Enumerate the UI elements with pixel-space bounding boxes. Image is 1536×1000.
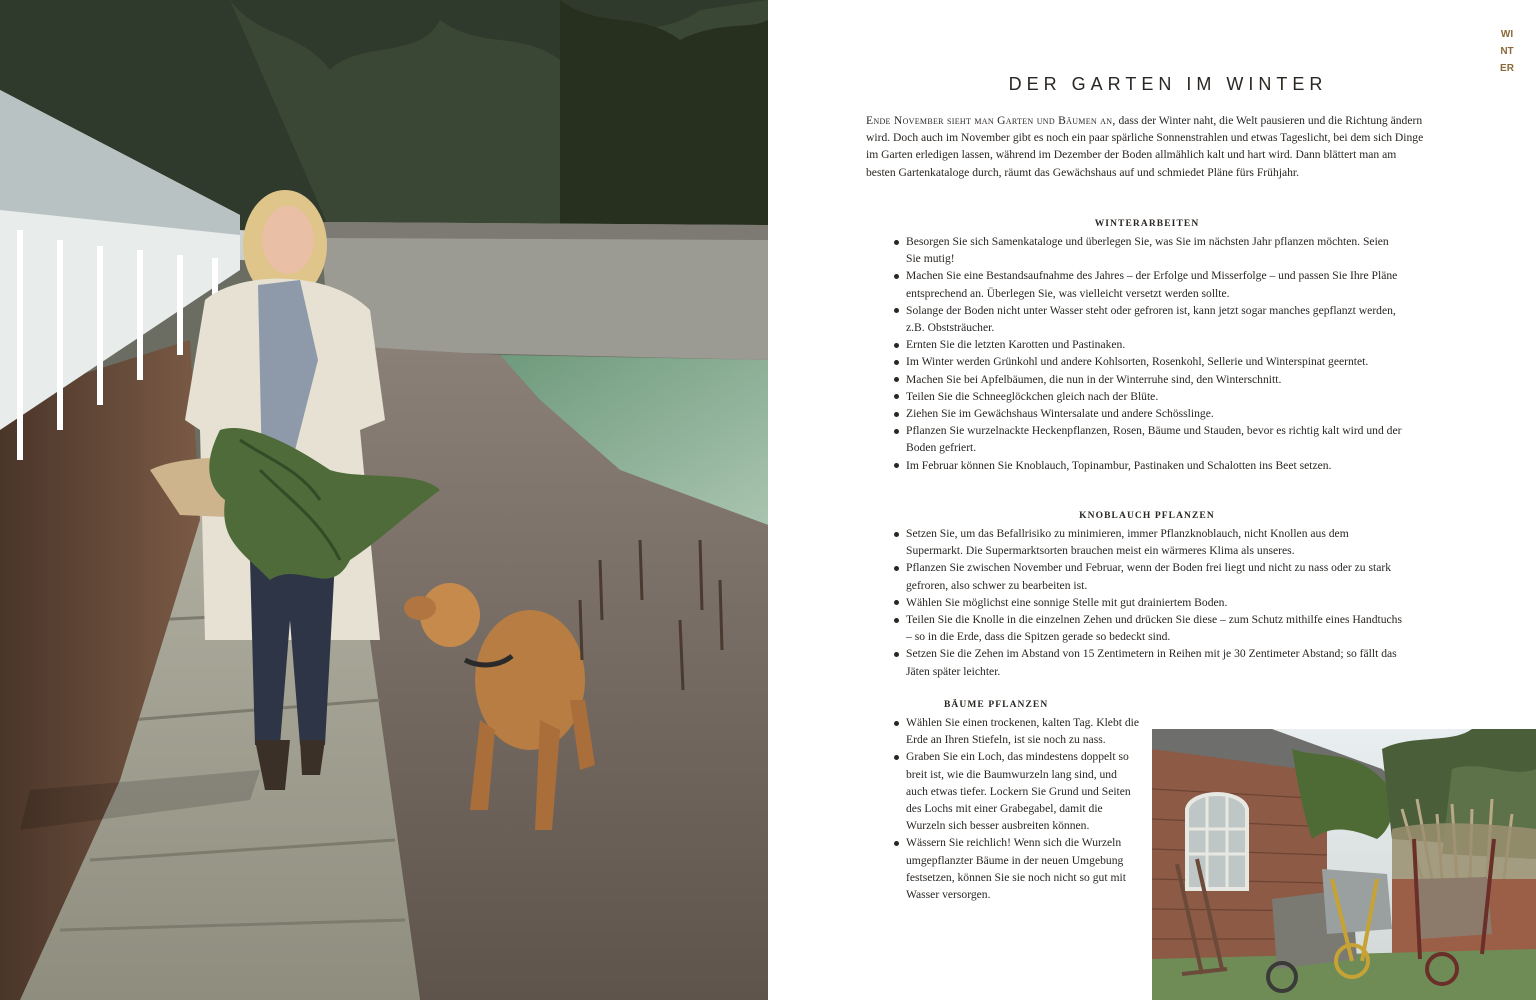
heading-knoblauch-pflanzen: KNOBLAUCH PFLANZEN <box>1079 511 1215 521</box>
list-item: Besorgen Sie sich Samenkataloge und überlegen Sie, was Sie im nächsten Jahr pflanzen möchten. Seien Sie mutig! <box>892 233 1402 267</box>
list-item: Solange der Boden nicht unter Wasser steht oder gefroren ist, kann jetzt sogar manches gepflanzt werden, z.B. Obststräucher. <box>892 302 1402 336</box>
intro-lead: Ende November sieht man Garten und Bäumen an, <box>866 114 1116 127</box>
text-page <box>768 0 1536 1000</box>
list-item: Machen Sie eine Bestandsaufnahme des Jahres – der Erfolge und Misserfolge – und passen Sie Ihre Pläne entsprechend an. Überlegen Sie, was vielleicht versetzt werden sollte. <box>892 267 1402 301</box>
chapter-title: DER GARTEN IM WINTER <box>1008 74 1328 94</box>
intro-paragraph <box>866 112 1428 181</box>
list-winterarbeiten <box>892 233 1402 474</box>
list-knoblauch-pflanzen <box>892 525 1402 680</box>
running-head: WINTER <box>1500 29 1514 74</box>
list-item: Teilen Sie die Knolle in die einzelnen Zehen und drücken Sie diese – zum Schutz mithilfe eines Handtuchs – so in die Erde, dass die Spitzen gerade so bedeckt sind. <box>892 611 1402 645</box>
intro-text: dass der Winter naht, die Welt pausieren und die Richtung ändern wird. Doch auch im November gibt es noch ein paar spärliche Sonnenstrahlen und etwas Tageslicht, bei dem sich Dinge im Garten erledigen lassen, während im Dezember der Boden allmählich kalt und hart wird. Dann blättert man am besten Gartenkataloge durch, räumt das Gewächshaus auf und schmiedet Pläne fürs Frühjahr. <box>866 114 1424 179</box>
list-item: Setzen Sie, um das Befallrisiko zu minimieren, immer Pflanzknoblauch, nicht Knollen aus dem Supermarkt. Die Supermarktsorten brauchen meist ein wärmeres Klima als unseres. <box>892 525 1402 559</box>
list-item: Graben Sie ein Loch, das mindestens doppelt so breit ist, wie die Baumwurzeln lang sind, und auch etwas tiefer. Lockern Sie Grund und Seiten des Lochs mit einer Grabegabel, damit die Wurzeln sich besser ausbreiten können. <box>892 748 1140 834</box>
list-item: Machen Sie bei Apfelbäumen, die nun in der Winterruhe sind, den Winterschnitt. <box>892 371 1402 388</box>
list-item: Pflanzen Sie zwischen November und Februar, wenn der Boden frei liegt und nicht zu nass oder zu stark gefroren, also schwer zu bearbeiten ist. <box>892 559 1402 593</box>
list-item: Setzen Sie die Zehen im Abstand von 15 Zentimetern in Reihen mit je 30 Zentimeter Abstand; so fällt das Jäten später leichter. <box>892 645 1402 679</box>
wheelbarrows-photo-illustration <box>1152 729 1536 1000</box>
heading-baeume-pflanzen: BÄUME PFLANZEN <box>944 700 1049 710</box>
list-item: Ziehen Sie im Gewächshaus Wintersalate und andere Schösslinge. <box>892 405 1402 422</box>
list-item: Wählen Sie einen trockenen, kalten Tag. Klebt die Erde an Ihren Stiefeln, ist sie noch zu nass. <box>892 714 1140 748</box>
list-item: Im Februar können Sie Knoblauch, Topinambur, Pastinaken und Schalotten ins Beet setzen. <box>892 457 1402 474</box>
list-item: Im Winter werden Grünkohl und andere Kohlsorten, Rosenkohl, Sellerie und Winterspinat geerntet. <box>892 353 1402 370</box>
wheelbarrows-photo <box>1152 729 1536 1000</box>
list-item: Pflanzen Sie wurzelnackte Heckenpflanzen, Rosen, Bäume und Stauden, bevor es richtig kalt wird und der Boden gefriert. <box>892 422 1402 456</box>
list-baeume-pflanzen <box>892 714 1140 903</box>
list-item: Wässern Sie reichlich! Wenn sich die Wurzeln umgepflanzter Bäume in der neuen Umgebung festsetzen, können Sie sie noch nicht so gut mit Wasser versorgen. <box>892 834 1140 903</box>
heading-winterarbeiten: WINTERARBEITEN <box>1094 219 1200 229</box>
list-item: Wählen Sie möglichst eine sonnige Stelle mit gut drainiertem Boden. <box>892 594 1402 611</box>
list-item: Ernten Sie die letzten Karotten und Pastinaken. <box>892 336 1402 353</box>
list-item: Teilen Sie die Schneeglöckchen gleich nach der Blüte. <box>892 388 1402 405</box>
